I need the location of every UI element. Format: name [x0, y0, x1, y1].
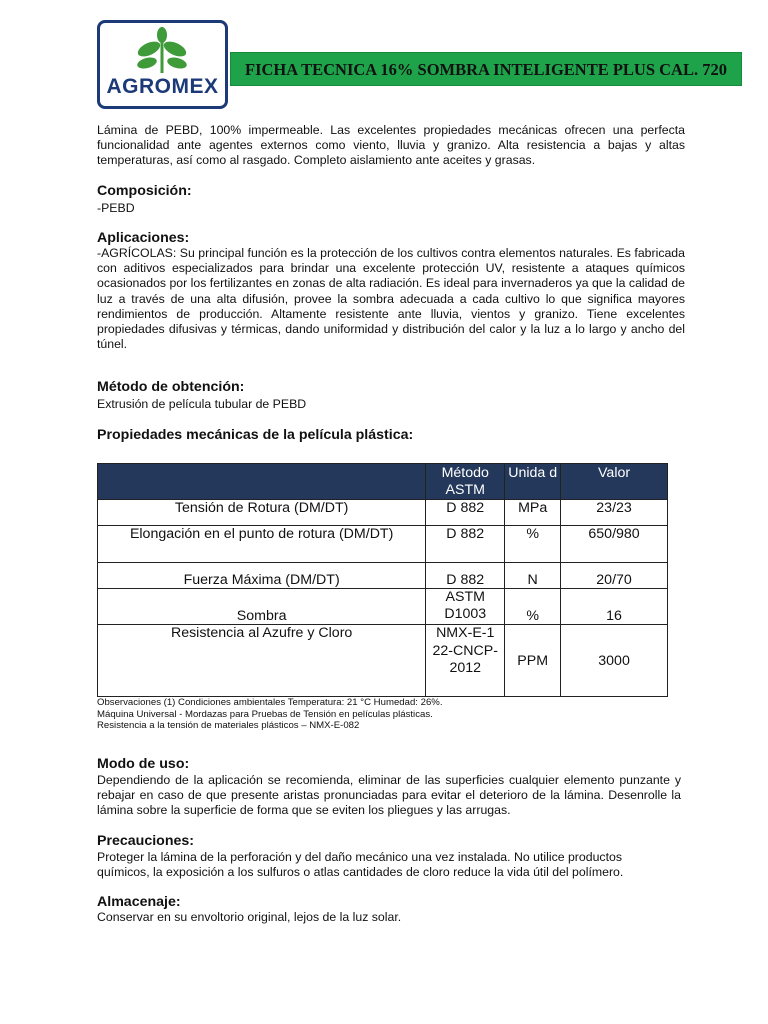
agromex-logo	[97, 20, 228, 109]
modo-heading: Modo de uso:	[97, 756, 190, 772]
table-row	[98, 500, 668, 526]
table-row	[98, 589, 668, 625]
precauciones-text: Proteger la lámina de la perforación y del daño mecánico una vez instalada. No utilice productos químicos, la exposición a los sulfuros o atlas cantidades de cloro reduce la vida útil del polímero.	[97, 850, 624, 880]
method-cell: ASTM D1003	[426, 589, 505, 625]
header-property	[98, 464, 426, 500]
unit-cell: %	[505, 526, 561, 563]
table-row	[98, 625, 668, 697]
unit-cell: N	[505, 563, 561, 589]
logo-wordmark: AGROMEX	[106, 75, 219, 98]
value-cell: 16	[561, 589, 668, 625]
method-cell: D 882	[426, 526, 505, 563]
table-row	[98, 563, 668, 589]
table-row	[98, 526, 668, 563]
observations-note	[97, 697, 442, 732]
value-cell: 3000	[561, 625, 668, 697]
method-cell: NMX-E-122-CNCP-2012	[426, 625, 505, 697]
property-cell: Sombra	[98, 589, 426, 625]
header-method: Método ASTM	[426, 464, 505, 500]
value-cell: 23/23	[561, 500, 668, 526]
property-cell: Tensión de Rotura (DM/DT)	[98, 500, 426, 526]
aplicaciones-heading: Aplicaciones:	[97, 230, 190, 246]
observation-line: Resistencia a la tensión de materiales plásticos – NMX-E-082	[97, 720, 360, 732]
unit-cell: %	[505, 589, 561, 625]
property-cell: Resistencia al Azufre y Cloro	[98, 625, 426, 697]
precauciones-heading: Precauciones:	[97, 833, 194, 849]
unit-cell: PPM	[505, 625, 561, 697]
value-cell: 20/70	[561, 563, 668, 589]
metodo-heading: Método de obtención:	[97, 379, 245, 395]
aplicaciones-text: -AGRÍCOLAS: Su principal función es la protección de los cultivos contra elementos naturales. Es fabricada con aditivos especializados para brindar una excelente protección UV, resistente a ataques químicos ocasionados por los fertilizantes en zonas de alta radiación. Es ideal para invernaderos ya que la calidad de luz a través de una alta difusión, provee la sombra adecuada a cada cultivo lo que significa mayores rendimientos de producción. Altamente resistente ante lluvia, vientos y granizo. Tiene excelentes propiedades difusivas y térmicas, dando uniformidad y distribución del calor y la luz a lo largo y ancho del túnel.	[97, 246, 685, 352]
header-unit: Unida d	[505, 464, 561, 500]
observation-line: Máquina Universal - Mordazas para Pruebas de Tensión en películas plásticas.	[97, 708, 433, 720]
properties-table	[97, 463, 668, 697]
property-cell: Elongación en el punto de rotura (DM/DT)	[98, 526, 426, 563]
intro-paragraph: Lámina de PEBD, 100% impermeable. Las excelentes propiedades mecánicas ofrecen una perfecta funcionalidad ante agentes externos como viento, lluvia y granizo. Alta resistencia a bajas y altas temperaturas, así como al rasgado. Completo aislamiento ante aceites y grasas.	[97, 123, 685, 168]
method-cell: D 882	[426, 563, 505, 589]
page-title: FICHA TECNICA 16% SOMBRA INTELIGENTE PLUS CAL. 720	[245, 60, 727, 79]
table-header-row	[98, 464, 668, 500]
property-cell: Fuerza Máxima (DM/DT)	[98, 563, 426, 589]
modo-text: Dependiendo de la aplicación se recomienda, eliminar de las superficies cualquier elemento punzante y rebajar en caso de que presente aristas pronunciadas para evitar el deterioro de la lámina. Desenrolle la lámina sobre la superficie de forma que se eviten los pliegues y las arrugas.	[97, 773, 681, 818]
composicion-heading: Composición:	[97, 183, 192, 199]
observation-line: Observaciones (1) Condiciones ambientales Temperatura: 21 °C Humedad: 26%.	[97, 697, 443, 708]
metodo-text: Extrusión de película tubular de PEBD	[97, 397, 307, 411]
composicion-text: -PEBD	[97, 201, 135, 215]
unit-cell: MPa	[505, 500, 561, 526]
value-cell: 650/980	[561, 526, 668, 563]
almacenaje-heading: Almacenaje:	[97, 894, 181, 910]
header-value: Valor	[561, 464, 668, 500]
plant-leaf-icon	[100, 23, 225, 79]
method-cell: D 882	[426, 500, 505, 526]
propiedades-heading: Propiedades mecánicas de la película plástica:	[97, 427, 414, 443]
title-banner	[230, 52, 742, 86]
almacenaje-text: Conservar en su envoltorio original, lejos de la luz solar.	[97, 910, 402, 924]
